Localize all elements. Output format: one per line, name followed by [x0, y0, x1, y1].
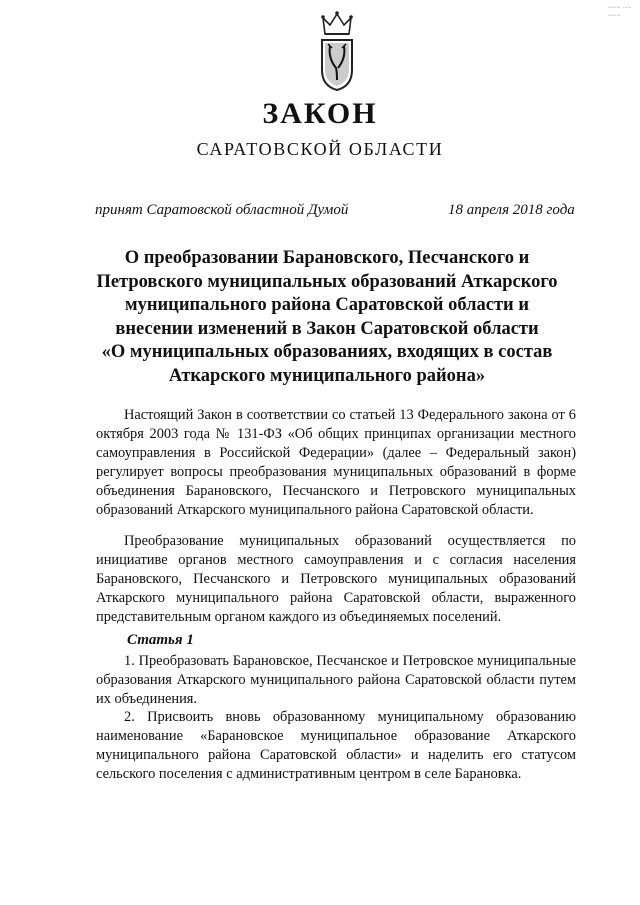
law-title	[60, 247, 594, 388]
preamble-paragraph-1	[96, 406, 576, 520]
paragraph-text: 1. Преобразовать Барановское, Песчанское и Петровское муниципальные образования Аткарского муниципального района Саратовской области путем их объединения.	[96, 653, 576, 707]
document-subtitle: САРАТОВСКОЙ ОБЛАСТИ	[196, 139, 444, 159]
law-title-line: О преобразовании Барановского, Песчанского и	[124, 248, 530, 268]
paragraph-text: Настоящий Закон в соответствии со статьей 13 Федерального закона от 6 октября 2003 года № 131-ФЗ «Об общих принципах организации местного самоуправления в Российской Федерации» (далее – Федеральный закон) регулирует вопросы преобразования муниципальных образований в форме объединения Барановского, Песчанского и Петровского муниципальных образований Аткарского муниципального района Саратовской области.	[96, 407, 576, 518]
paragraph-text: Преобразование муниципальных образований осуществляется по инициативе органов местного самоуправления и с согласия населения Барановского, Песчанского и Петровского муниципальных образований Аткарского муниципального района Саратовской области, выраженного представительным органом каждого из объединяемых поселений.	[96, 533, 576, 625]
article-1-item-2	[96, 708, 576, 784]
article-1-title: Статья 1	[127, 632, 194, 648]
page-scan-mark: ~~~ ~~ ~~~	[608, 4, 632, 20]
preamble-paragraph-2	[96, 532, 576, 627]
paragraph-text: 2. Присвоить вновь образованному муниципальному образованию наименование «Барановское муниципальное образование Аткарского муниципального района Саратовской области» и наделить его статусом сельского поселения с административным центром в селе Барановка.	[96, 709, 576, 782]
article-1-item-1	[96, 652, 576, 709]
law-title-line: «О муниципальных образованиях, входящих в состав	[101, 342, 553, 362]
law-title-line: Петровского муниципальных образований Аткарского	[96, 271, 558, 292]
law-title-line: муниципального района Саратовской области и	[124, 295, 530, 315]
document-title: ЗАКОН	[262, 97, 378, 130]
adopted-date: 18 апреля 2018 года	[448, 202, 575, 218]
saratov-coat-of-arms-icon	[318, 6, 356, 92]
law-title-line: внесении изменений в Закон Саратовской области	[115, 318, 539, 339]
adopted-by: принят Саратовской областной Думой	[95, 202, 349, 218]
law-title-line: Аткарского муниципального района»	[168, 365, 486, 386]
